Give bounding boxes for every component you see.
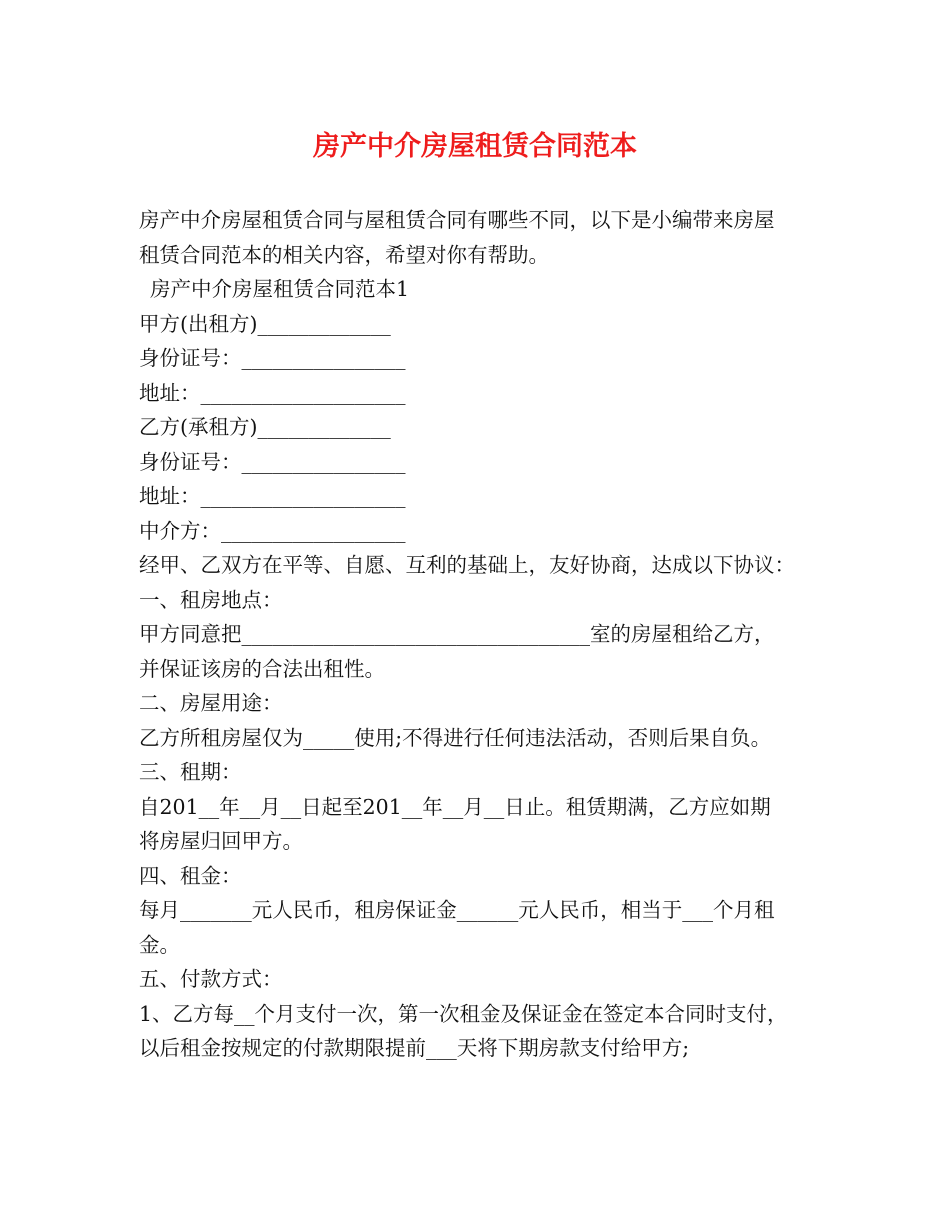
field-party-a-id-number: 身份证号：________________ (139, 346, 406, 370)
clause-payment-line-1: 1、乙方每__个月支付一次，第一次租金及保证金在签定本合同时支付， (139, 1001, 788, 1026)
clause-usage-text: 乙方所租房屋仅为_____使用;不得进行任何违法活动，否则后果自负。 (139, 725, 772, 750)
clause-rent-line-2: 金。 (139, 932, 180, 957)
clause-heading-payment: 五、付款方式： (139, 967, 283, 991)
document-body (139, 203, 839, 1066)
document-title: 房产中介房屋租赁合同范本 (313, 131, 637, 162)
clause-heading-rent: 四、租金： (139, 863, 242, 888)
clause-heading-term: 三、租期： (139, 760, 242, 784)
clause-payment-line-2: 以后租金按规定的付款期限提前___天将下期房款支付给甲方; (139, 1036, 690, 1060)
section-heading-template-1: 房产中介房屋租赁合同范本1 (150, 277, 410, 301)
clause-term-line-2: 将房屋归回甲方。 (139, 829, 303, 853)
field-agent: 中介方：__________________ (139, 518, 406, 543)
clause-term-line-1: 自201__年__月__日起至201__年__月__日止。租赁期满，乙方应如期 (139, 794, 771, 819)
field-party-b-id-number: 身份证号：________________ (139, 449, 406, 474)
agreement-preamble: 经甲、乙双方在平等、自愿、互利的基础上，友好协商，达成以下协议： (139, 553, 795, 577)
paragraph-line-intro-2: 租赁合同范本的相关内容，希望对你有帮助。 (139, 242, 549, 267)
field-party-b-lessee: 乙方(承租方)_____________ (139, 415, 391, 439)
clause-location-line-2: 并保证该房的合法出租性。 (139, 656, 385, 681)
paragraph-line-intro-1: 房产中介房屋租赁合同与屋租赁合同有哪些不同，以下是小编带来房屋 (139, 208, 775, 232)
field-party-a-lessor: 甲方(出租方)_____________ (139, 311, 391, 336)
field-party-b-address: 地址：____________________ (139, 484, 406, 508)
clause-heading-usage: 二、房屋用途： (139, 691, 283, 715)
field-party-a-address: 地址：____________________ (139, 380, 406, 405)
clause-rent-line-1: 每月_______元人民币，租房保证金______元人民币，相当于___个月租 (139, 898, 775, 922)
clause-location-line-1: 甲方同意把__________________________________室的房屋租给乙方， (139, 622, 775, 646)
clause-heading-location: 一、租房地点： (139, 587, 283, 612)
